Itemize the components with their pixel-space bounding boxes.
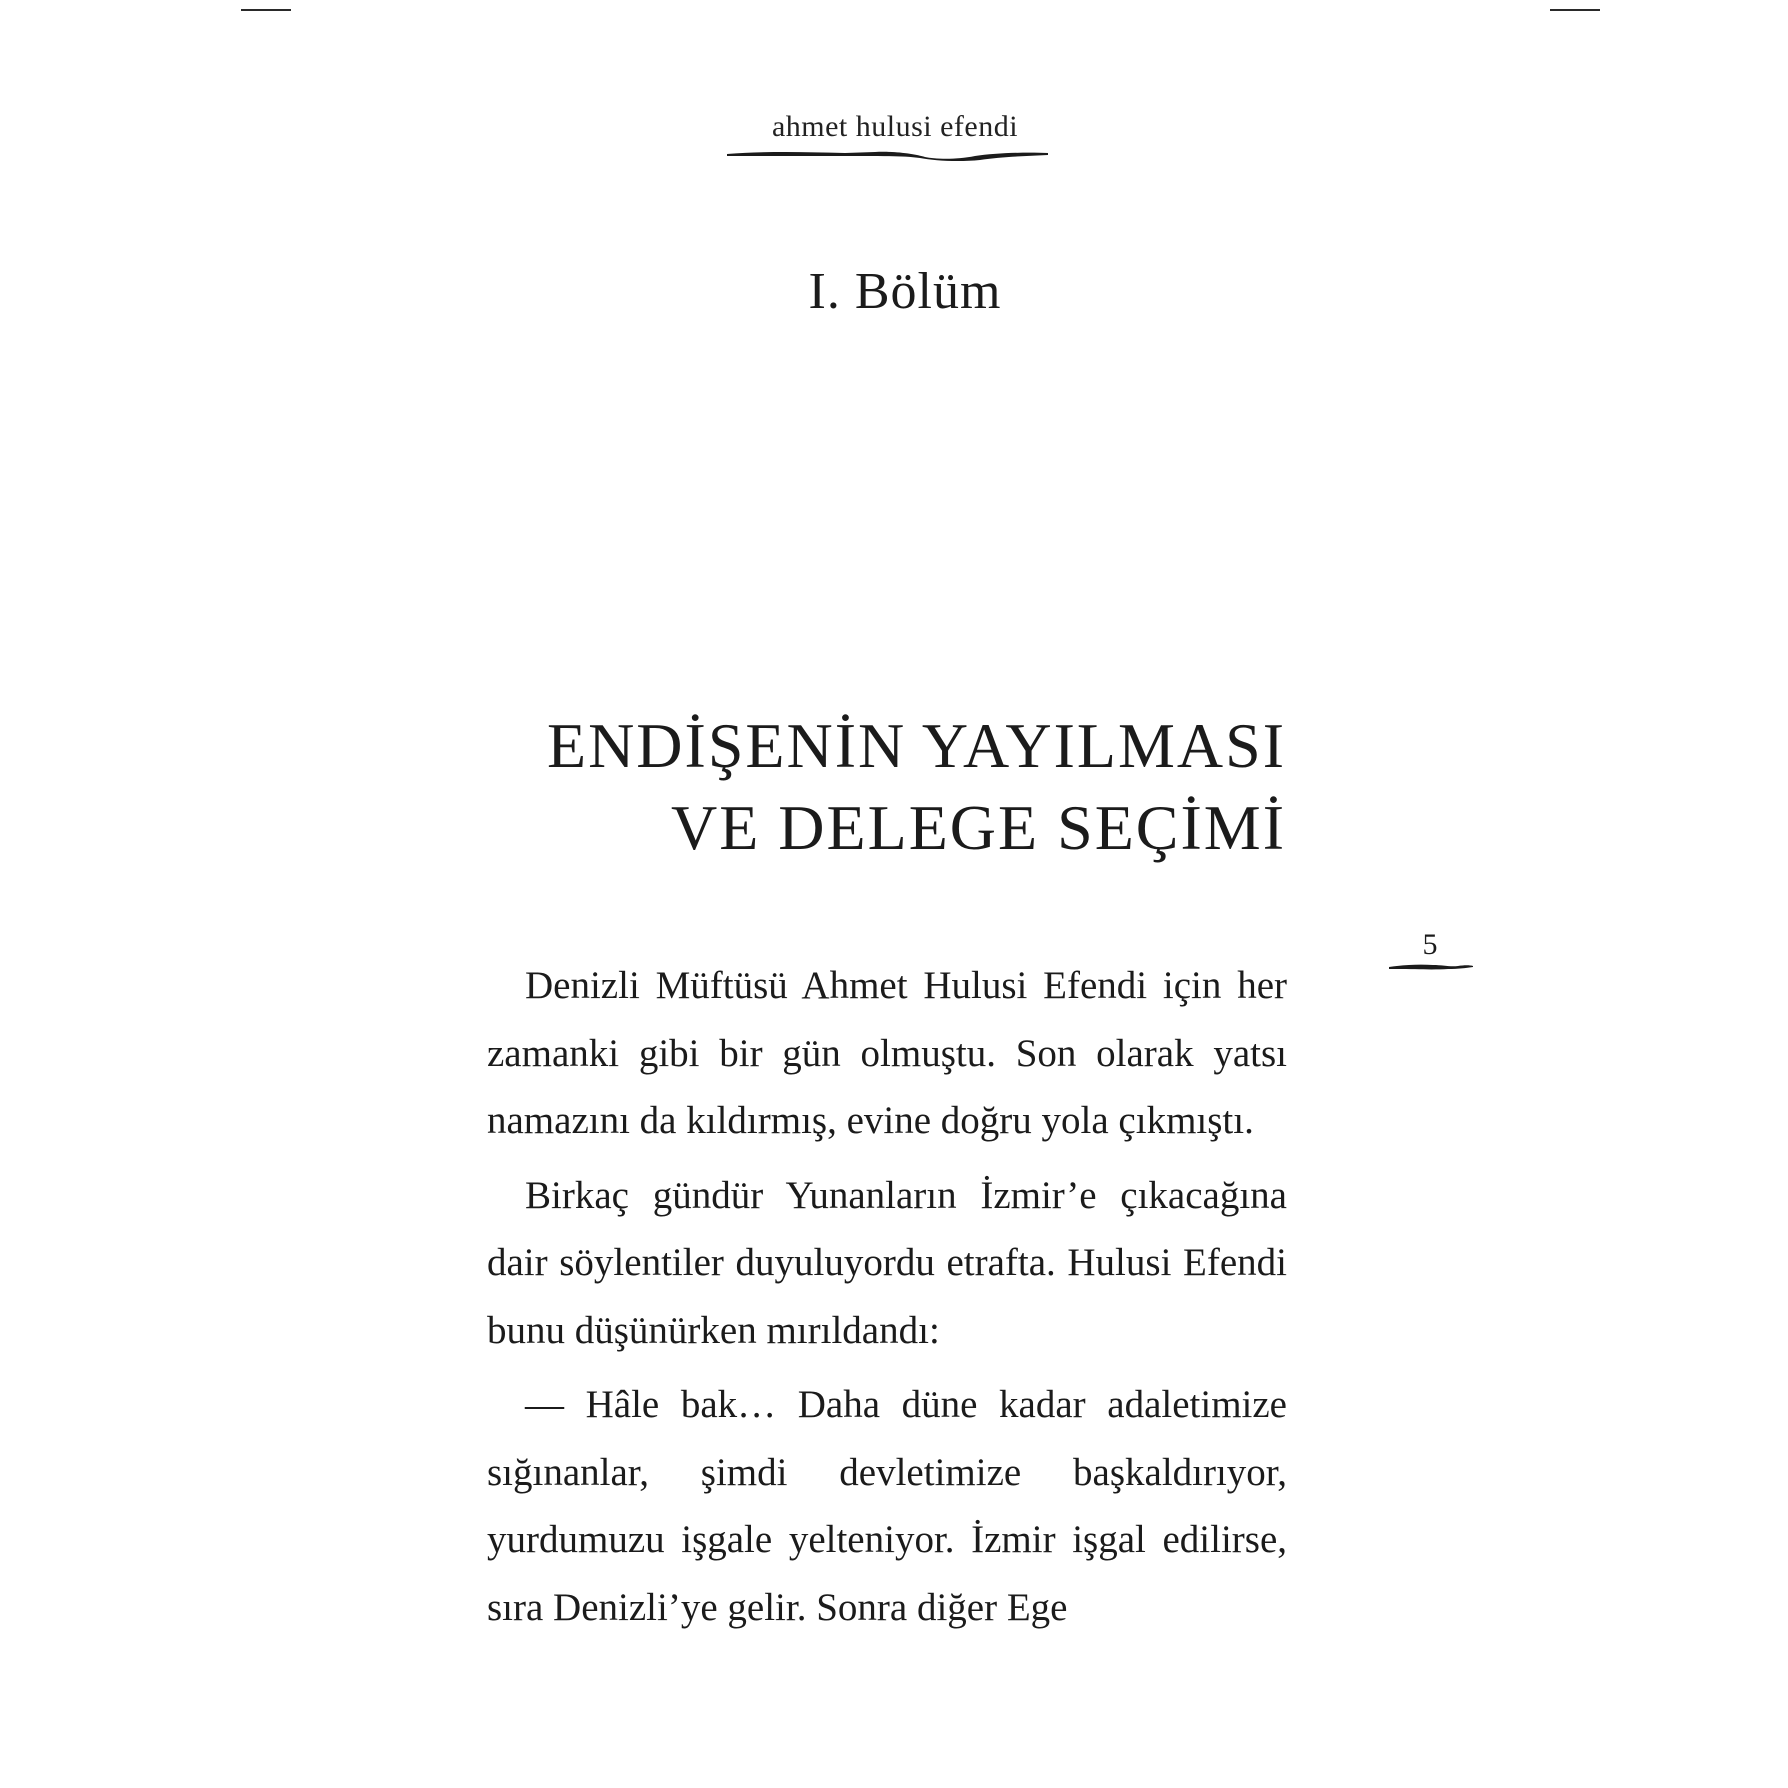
running-head: ahmet hulusi efendi <box>771 110 1019 143</box>
chapter-title <box>386 705 1286 869</box>
body-text <box>487 952 1287 1641</box>
page-number: 5 <box>1422 928 1438 961</box>
crop-mark-right <box>1550 9 1600 11</box>
crop-mark-left <box>241 9 291 11</box>
chapter-title-line-1: ENDİŞENİN YAYILMASI <box>546 710 1286 781</box>
paragraph-2: Birkaç gündür Yunanların İzmir’e çıkacağına dair söylentiler duyuluyordu etrafta. Hulusi Efendi bunu düşünürken mırıldandı: <box>487 1173 1287 1352</box>
brush-stroke-ornament <box>725 148 1050 162</box>
chapter-label: I. Bölüm <box>808 263 1002 320</box>
paragraph-1: Denizli Müftüsü Ahmet Hulusi Efendi için her zamanki gibi bir gün olmuştu. Son olarak yatsı namazını da kıldırmış, evine doğru yola çıkmıştı. <box>487 964 1287 1142</box>
page-number-brush-stroke <box>1388 960 1474 972</box>
chapter-title-line-2: VE DELEGE SEÇİMİ <box>670 792 1286 863</box>
paragraph-3: — Hâle bak… Daha düne kadar adaletimize sığınanlar, şimdi devletimize başkaldırıyor, yurdumuzu işgale yelteniyor. İzmir işgal edilirse, sıra Denizli’ye gelir. Sonra diğer Ege <box>487 1383 1287 1629</box>
